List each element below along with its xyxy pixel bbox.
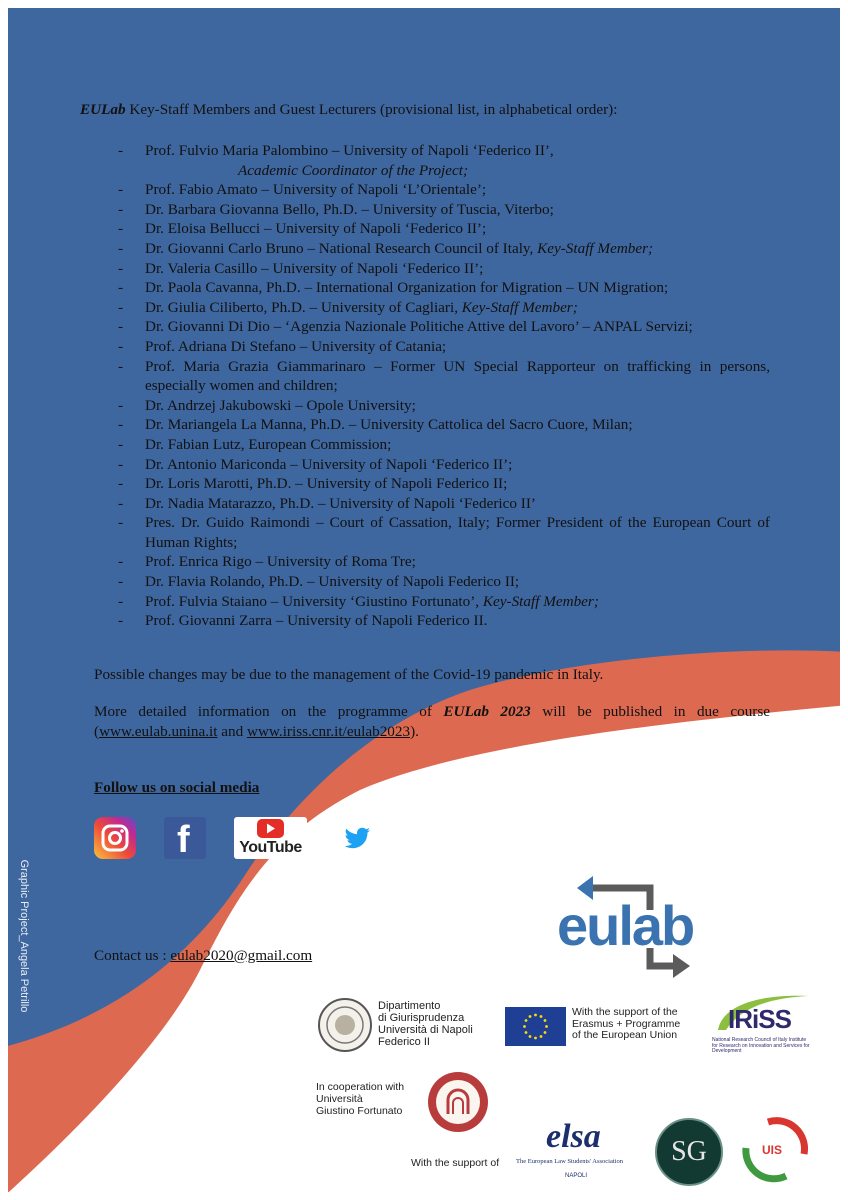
cooperation-line-2: Università [316,1093,363,1105]
bullet-dash: - [118,220,124,238]
contact-line [94,946,312,966]
iriss-logo [712,990,812,1038]
staff-name: Dr. Giovanni Di Dio – ‘Agenzia Nazionale Politiche Attive del Lavoro’ – ANPAL Servizi; [145,318,693,336]
facebook-icon[interactable] [164,817,206,859]
staff-list-item [118,141,770,180]
staff-list-item [118,298,770,318]
bullet-dash: - [118,396,124,414]
cooperation-line-1: In cooperation with [316,1081,405,1093]
sg-logo [655,1118,723,1186]
bullet-dash: - [118,142,124,159]
eu-stars-icon [505,1007,566,1046]
staff-name: Prof. Fulvia Staiano – University ‘Giustino Fortunato’, [145,592,483,610]
youtube-label: YouTube [239,839,302,856]
dipartimento-line-3: Università di Napoli [378,1024,473,1036]
staff-name: Prof. Fulvio Maria Palombino – University of Napoli ‘Federico II’, [145,142,554,159]
eu-support-line-1: With the support of the [572,1006,678,1018]
iriss-website-link[interactable]: www.iriss.cnr.it/eulab2023 [246,722,411,740]
eulab-logo-text: eulab [557,894,694,957]
staff-name: Prof. Maria Grazia Giammarinaro – Former UN Special Rapporteur on trafficking in persons, especially women and children; [145,357,770,395]
bullet-dash: - [118,357,124,375]
eu-support-line-3: of the European Union [572,1029,678,1041]
staff-list-item [118,219,770,239]
close-text: ). [410,722,419,740]
staff-list-item [118,200,770,220]
contact-email-link[interactable]: eulab2020@gmail.com [170,947,313,964]
uis-logo-text: UIS [762,1143,783,1157]
staff-name: Prof. Fabio Amato – University of Napoli ‘L’Orientale’; [145,181,487,199]
staff-list-item [118,572,770,592]
staff-role: Key-Staff Member; [461,298,578,316]
bullet-dash: - [118,592,124,610]
bullet-dash: - [118,318,124,336]
staff-name: Dr. Loris Marotti, Ph.D. – University of Napoli Federico II; [145,475,508,493]
staff-name: Dr. Andrzej Jakubowski – Opole University; [145,396,416,414]
staff-list [118,141,770,631]
bullet-dash: - [118,573,124,591]
twitter-icon[interactable] [336,817,378,859]
iriss-logo-text: IRiSS [728,1004,791,1034]
staff-role: Key-Staff Member; [482,592,599,610]
dipartimento-text [378,1000,473,1048]
eu-flag [505,1007,566,1046]
staff-list-item [118,337,770,357]
bullet-dash: - [118,279,124,297]
uis-logo [740,1114,810,1184]
staff-list-item [118,592,770,612]
support-text: With the support of [411,1157,500,1169]
staff-list-item [118,611,770,631]
contact-label: Contact us : [94,947,171,964]
instagram-glyph [94,817,136,859]
eu-support-text [572,1007,680,1042]
staff-list-item [118,180,770,200]
sg-logo-text: SG [671,1136,707,1167]
staff-name: Dr. Antonio Mariconda – University of Napoli ‘Federico II’; [145,455,513,473]
elsa-subtitle: The European Law Students' Association [516,1158,623,1165]
staff-list-item [118,317,770,337]
staff-list-item [118,259,770,279]
twitter-bird-glyph [336,817,378,859]
programme-note-text-2: will be published in due course ( [94,703,771,740]
iriss-subtitle: National Research Council of Italy Institute for Research on Innovation and Services for Development [712,1037,810,1054]
programme-note-text: More detailed information on the programme of [94,703,444,720]
covid-note: Possible changes may be due to the management of the Covid-19 pandemic in Italy. [94,666,604,683]
staff-name: Dr. Mariangela La Manna, Ph.D. – University Cattolica del Sacro Cuore, Milan; [145,416,633,434]
staff-name: Prof. Adriana Di Stefano – University of Catania; [145,337,447,355]
staff-name: Dr. Giulia Ciliberto, Ph.D. – University of Cagliari, [145,298,462,316]
bullet-dash: - [118,337,124,355]
staff-name: Dr. Fabian Lutz, European Commission; [145,435,392,453]
dipartimento-line-1: Dipartimento [378,1000,441,1012]
staff-subtitle: Academic Coordinator of the Project; [238,161,469,179]
staff-list-item [118,357,770,396]
bullet-dash: - [118,455,124,473]
fortunato-seal [428,1072,488,1132]
programme-note [94,702,770,741]
youtube-icon[interactable] [234,817,307,859]
social-heading: Follow us on social media [94,779,260,796]
elsa-napoli: NAPOLI [565,1173,588,1179]
eulab-logo [555,870,740,990]
eu-support-line-2: Erasmus + Programme [572,1017,681,1030]
staff-name: Dr. Giovanni Carlo Bruno – National Research Council of Italy, [145,239,538,257]
bullet-dash: - [118,200,124,218]
staff-name: Dr. Paola Cavanna, Ph.D. – International Organization for Migration – UN Migration; [145,279,669,297]
dipartimento-line-2: di Giurisprudenza [378,1012,465,1024]
staff-list-item [118,278,770,298]
bullet-dash: - [118,494,124,512]
staff-name: Dr. Valeria Casillo – University of Napoli ‘Federico II’; [145,259,484,277]
staff-name: Prof. Giovanni Zarra – University of Napoli Federico II. [145,612,488,630]
bullet-dash: - [118,298,124,316]
eulab-website-link[interactable]: www.eulab.unina.it [99,722,218,740]
seal-icon [320,1000,370,1050]
university-seal [318,998,372,1052]
staff-list-item [118,513,770,552]
bullet-dash: - [118,181,124,199]
cooperation-line-3: Giustino Fortunato [316,1105,403,1117]
staff-list-item [118,435,770,455]
bullet-dash: - [118,259,124,277]
and-text: and [217,722,247,740]
staff-name: Dr. Eloisa Bellucci – University of Napoli ‘Federico II’; [145,220,487,238]
staff-name: Prof. Enrica Rigo – University of Roma Tre; [145,553,416,571]
staff-role: Key-Staff Member; [537,239,654,257]
staff-list-item [118,474,770,494]
eulab-brand: EULab [80,101,126,118]
bullet-dash: - [118,239,124,257]
staff-list-item [118,455,770,475]
bullet-dash: - [118,475,124,493]
intro-paragraph [80,100,770,120]
staff-list-item [118,415,770,435]
graphic-credit: Graphic Project_Angela Petrillo [18,859,30,1013]
staff-name: Dr. Barbara Giovanna Bello, Ph.D. – University of Tuscia, Viterbo; [145,200,554,218]
dipartimento-line-4: Federico II [378,1036,430,1048]
fortunato-seal-icon [428,1072,488,1132]
eulab-2023-brand: EULab 2023 [443,703,531,720]
bullet-dash: - [118,435,124,453]
instagram-icon[interactable] [94,817,136,859]
cooperation-text [316,1081,404,1117]
staff-list-item [118,552,770,572]
intro-text: Key-Staff Members and Guest Lecturers (provisional list, in alphabetical order): [125,101,618,118]
bullet-dash: - [118,612,124,630]
facebook-glyph: f [177,819,190,861]
staff-name: Dr. Flavia Rolando, Ph.D. – University of Napoli Federico II; [145,573,520,591]
elsa-logo: elsa [546,1118,601,1155]
staff-list-item [118,239,770,259]
staff-list-item [118,396,770,416]
bullet-dash: - [118,553,124,571]
bullet-dash: - [118,416,124,434]
staff-name: Pres. Dr. Guido Raimondi – Court of Cassation, Italy; Former President of the European Court of Human Rights; [145,514,770,551]
staff-list-item [118,494,770,514]
bullet-dash: - [118,514,124,532]
staff-name: Dr. Nadia Matarazzo, Ph.D. – University of Napoli ‘Federico II’ [145,494,536,512]
